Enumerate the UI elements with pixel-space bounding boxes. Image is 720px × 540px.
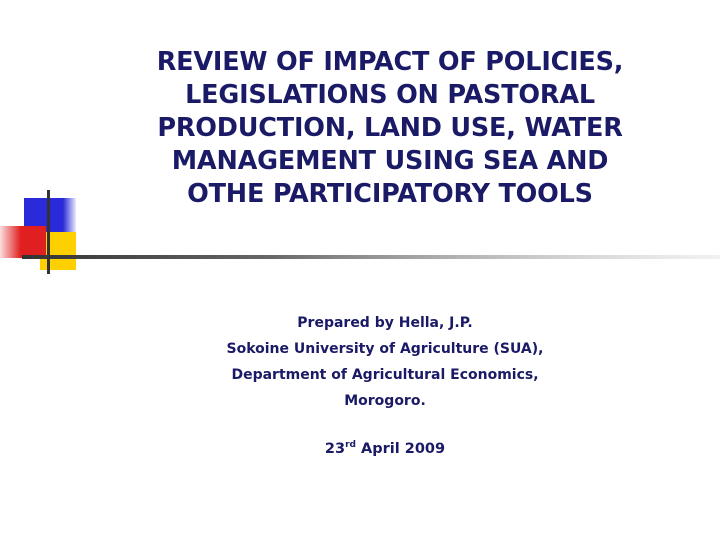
date-rest: April 2009	[355, 440, 446, 457]
decor-vertical-rule	[47, 190, 50, 274]
date-suffix: rd	[345, 440, 356, 450]
author-block	[140, 310, 630, 414]
title-line: LEGISLATIONS ON PASTORAL	[185, 80, 595, 110]
author-line: Department of Agricultural Economics,	[231, 367, 539, 383]
decor-red-square	[0, 226, 46, 258]
presentation-date	[140, 440, 630, 457]
decor-horizontal-rule	[22, 255, 720, 259]
author-line: Morogoro.	[344, 393, 426, 409]
title-line: OTHE PARTICIPATORY TOOLS	[187, 179, 593, 209]
author-line: Sokoine University of Agriculture (SUA),	[226, 341, 544, 357]
title-line: REVIEW OF IMPACT OF POLICIES,	[156, 47, 624, 77]
author-line: Prepared by Hella, J.P.	[297, 315, 473, 331]
title-line: MANAGEMENT USING SEA AND	[171, 146, 609, 176]
title-line: PRODUCTION, LAND USE, WATER	[157, 113, 623, 143]
slide-title	[100, 46, 680, 211]
date-day: 23	[324, 440, 346, 457]
